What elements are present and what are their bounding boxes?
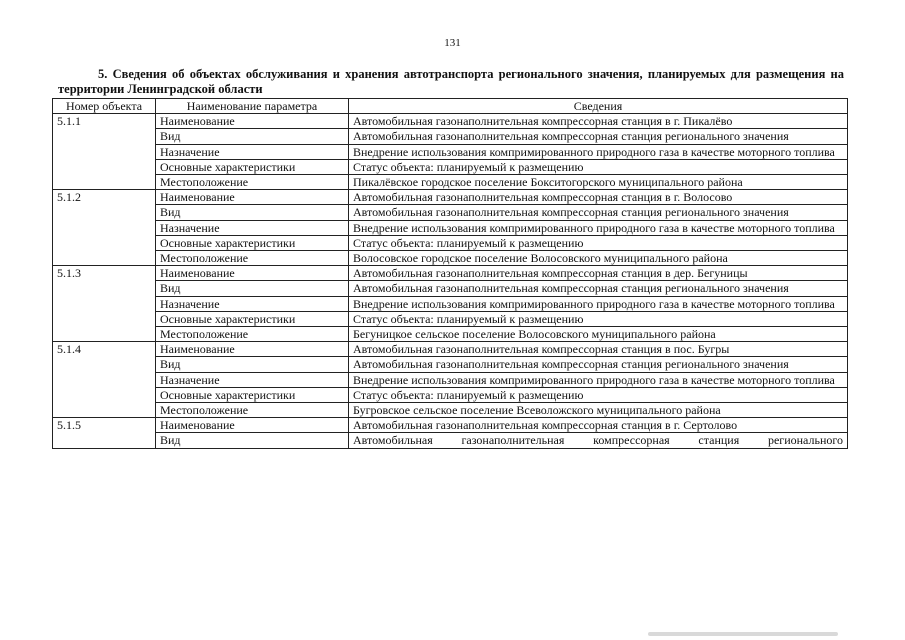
parameter-name-cell: Назначение [156, 372, 349, 387]
table-row [53, 266, 848, 281]
parameter-name-cell: Наименование [156, 114, 349, 129]
object-number-cell: 5.1.4 [53, 342, 156, 418]
table-row [53, 296, 848, 311]
parameter-value-cell: Статус объекта: планируемый к размещению [349, 311, 848, 326]
object-number-cell: 5.1.5 [53, 418, 156, 448]
parameter-value-cell: Бегуницкое сельское поселение Волосовского муниципального района [349, 327, 848, 342]
table-row [53, 175, 848, 190]
parameter-name-cell: Вид [156, 129, 349, 144]
table-row [53, 129, 848, 144]
parameter-name-cell: Назначение [156, 220, 349, 235]
objects-table [52, 98, 848, 449]
parameter-value-cell: Автомобильная газонаполнительная компрессорная станция регионального значения [349, 357, 848, 372]
table-row [53, 190, 848, 205]
parameter-name-cell: Основные характеристики [156, 387, 349, 402]
table-row [53, 372, 848, 387]
parameter-name-cell: Местоположение [156, 403, 349, 418]
object-number-cell: 5.1.1 [53, 114, 156, 190]
table-row [53, 433, 848, 448]
header-parameter-name: Наименование параметра [156, 99, 349, 114]
parameter-value-cell: Внедрение использования компримированного природного газа в качестве моторного топлива [349, 372, 848, 387]
parameter-value-cell: Волосовское городское поселение Волосовского муниципального района [349, 251, 848, 266]
parameter-value-cell: Внедрение использования компримированного природного газа в качестве моторного топлива [349, 296, 848, 311]
table-row [53, 144, 848, 159]
parameter-value-cell: Автомобильная газонаполнительная компрессорная станция в г. Пикалёво [349, 114, 848, 129]
parameter-value-cell: Автомобильная газонаполнительная компрессорная станция регионального значения [349, 129, 848, 144]
parameter-name-cell: Основные характеристики [156, 159, 349, 174]
table-row [53, 159, 848, 174]
parameter-value-cell: Внедрение использования компримированного природного газа в качестве моторного топлива [349, 220, 848, 235]
parameter-value-cell: Автомобильная газонаполнительная компрессорная станция регионального значения [349, 281, 848, 296]
table-row [53, 403, 848, 418]
parameter-name-cell: Назначение [156, 296, 349, 311]
parameter-value-cell: Внедрение использования компримированного природного газа в качестве моторного топлива [349, 144, 848, 159]
section-heading: 5. Сведения об объектах обслуживания и хранения автотранспорта регионального значения, планируемых для размещения на территории Ленинградской области [58, 67, 844, 96]
parameter-name-cell: Наименование [156, 190, 349, 205]
parameter-value-cell: Пикалёвское городское поселение Бокситогорского муниципального района [349, 175, 848, 190]
table-row [53, 220, 848, 235]
parameter-value-cell: Автомобильная газонаполнительная компрессорная станция регионального [349, 433, 848, 448]
parameter-value-cell: Автомобильная газонаполнительная компрессорная станция в г. Волосово [349, 190, 848, 205]
parameter-value-cell: Автомобильная газонаполнительная компрессорная станция регионального значения [349, 205, 848, 220]
parameter-value-cell: Автомобильная газонаполнительная компрессорная станция в дер. Бегуницы [349, 266, 848, 281]
parameter-value-cell: Автомобильная газонаполнительная компрессорная станция в г. Сертолово [349, 418, 848, 433]
parameter-name-cell: Местоположение [156, 327, 349, 342]
parameter-value-cell: Статус объекта: планируемый к размещению [349, 159, 848, 174]
parameter-value-cell: Бугровское сельское поселение Всеволожского муниципального района [349, 403, 848, 418]
parameter-name-cell: Наименование [156, 266, 349, 281]
table-row [53, 114, 848, 129]
table-row [53, 342, 848, 357]
table-body [53, 114, 848, 448]
parameter-name-cell: Вид [156, 433, 349, 448]
page-number: 131 [444, 37, 461, 49]
object-number-cell: 5.1.3 [53, 266, 156, 342]
parameter-name-cell: Наименование [156, 342, 349, 357]
table-row [53, 281, 848, 296]
table-header-row [53, 99, 848, 114]
parameter-value-cell: Статус объекта: планируемый к размещению [349, 387, 848, 402]
table-row [53, 357, 848, 372]
scan-artifact [648, 632, 838, 636]
parameter-name-cell: Основные характеристики [156, 235, 349, 250]
table-row [53, 205, 848, 220]
parameter-value-cell: Автомобильная газонаполнительная компрессорная станция в пос. Бугры [349, 342, 848, 357]
parameter-name-cell: Местоположение [156, 251, 349, 266]
table-row [53, 251, 848, 266]
parameter-name-cell: Местоположение [156, 175, 349, 190]
table-row [53, 418, 848, 433]
table-row [53, 327, 848, 342]
parameter-name-cell: Вид [156, 281, 349, 296]
table-row [53, 311, 848, 326]
parameter-name-cell: Вид [156, 205, 349, 220]
parameter-name-cell: Наименование [156, 418, 349, 433]
parameter-value-cell: Статус объекта: планируемый к размещению [349, 235, 848, 250]
parameter-name-cell: Вид [156, 357, 349, 372]
header-details: Сведения [349, 99, 848, 114]
table-row [53, 387, 848, 402]
parameter-name-cell: Основные характеристики [156, 311, 349, 326]
object-number-cell: 5.1.2 [53, 190, 156, 266]
header-object-number: Номер объекта [53, 99, 156, 114]
parameter-name-cell: Назначение [156, 144, 349, 159]
table-row [53, 235, 848, 250]
